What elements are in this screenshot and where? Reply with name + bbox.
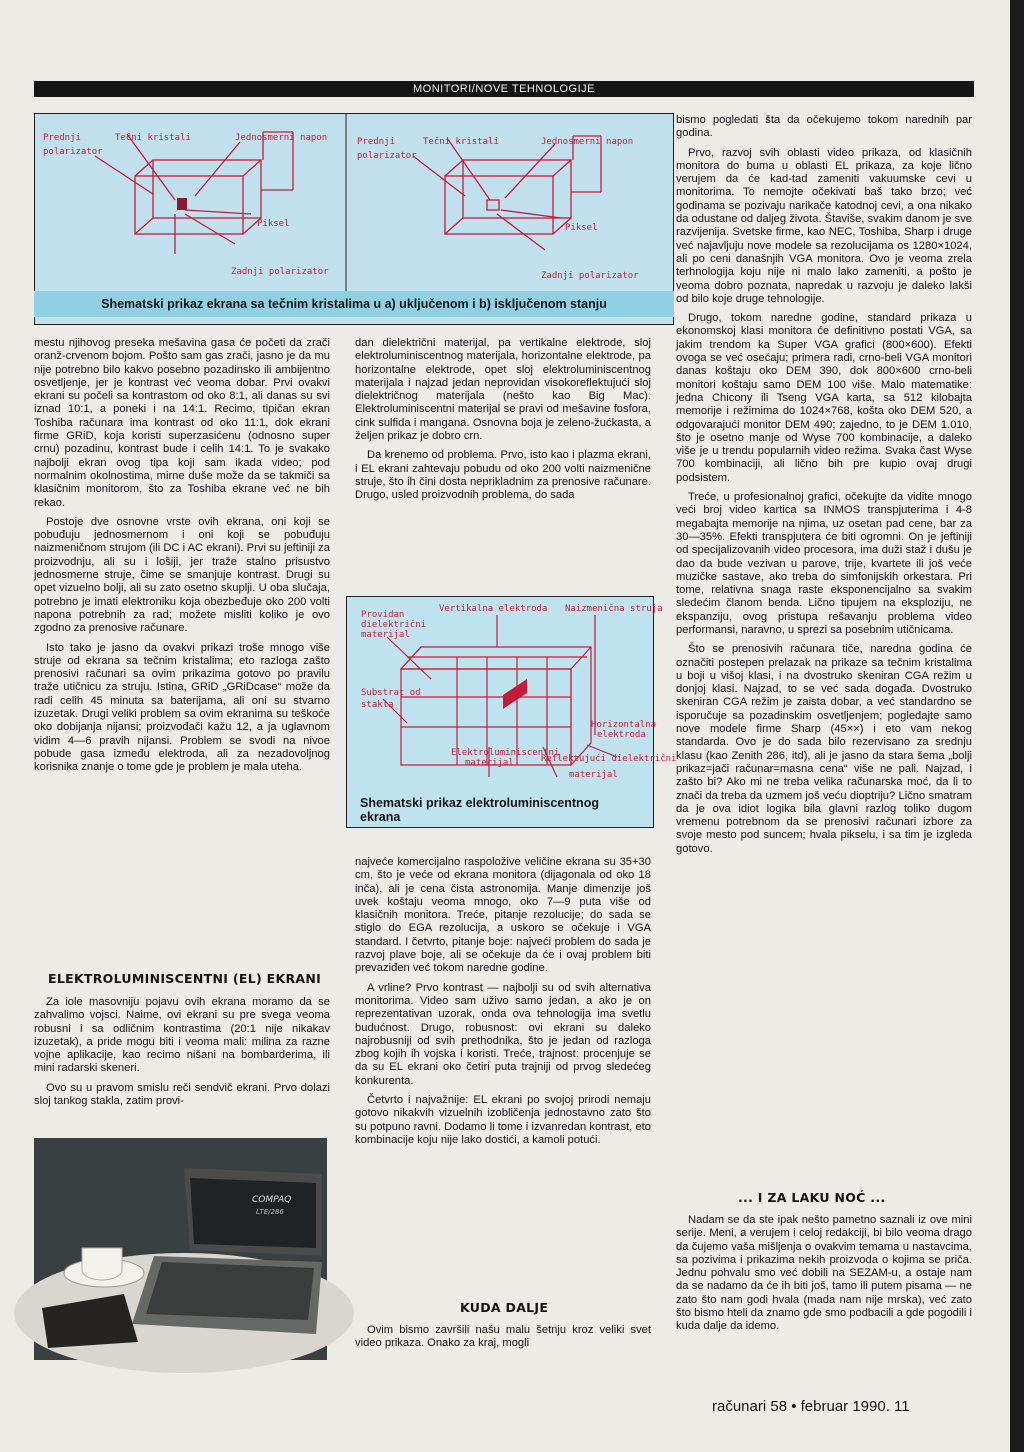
- label-horizontal-electrode-2: elektroda: [597, 730, 646, 740]
- paragraph: Postoje dve osnovne vrste ovih ekrana, oni koji se pobuđuju jednosmernom i oni koji se pobuđuju naizmeničnom strujom (ili DC i AC ekrani). Prvi su jeftiniji za proizvodnju, ali su i lošiji, jer traže stalno prisustvo jednosmerne struje, čime se smanjuje kontrast. Drugi su opet vizuelno bolji, ali su zato osetno skuplji. U oba slučaja, potrebno je imati elektroniku koja obezbeđuje oko 200 volti napona potrebnih za rad; možete misliti koliko je ovo zgodno za prenosive računare.: [34, 515, 330, 635]
- column-1-bottom: [34, 996, 330, 1114]
- label-front-polarizer-b: Prednji: [357, 137, 395, 147]
- paragraph: Nadam se da ste ipak nešto pametno saznali iz ove mini serije. Meni, a verujem i celoj redakciji, bi bilo veoma drago da čujemo vaša mišljenja o ovakvim temama u nastavcima, sa pozivima i prikazima nekih proizvoda o kojima se priča. Jednu pohvalu smo već dobili na SEZAM-u, a ostaje nam da se nadamo da će ih biti još, tamo ili putem pisama — ne zato što nam godi hvala (mada nam nije mrska), već zato što bismo hteli da znamo gde smo podbacili a gde pogodili i kuda dalje da idemo.: [676, 1214, 972, 1333]
- column-2: [355, 337, 651, 509]
- paragraph: Isto tako je jasno da ovakvi prikazi troše mnogo više struje od ekrana sa tečnim kristalima; eto razloga zašto prenosivi računari sa ovim prikazima gotovo po pravilu traže utičnicu za struju. Istina, GRiD „GRiDcase“ može da radi celih 45 minuta sa baterijama, ali oni su stvarno izuzetak. Drugi veliki problem sa ovim ekranima su teškoće oko dobijanja nijansi; proizvođači kažu 12, a ja uglavnom vidim 4—6 pravih nijansi. Problem se svodi na nivoe pobude gasa između elektroda, ali za nezadovoljnog korisnika znanje o tome gde je problem je mala uteha.: [34, 641, 330, 774]
- section-header: MONITORI/NOVE TEHNOLOGIJE: [34, 81, 974, 97]
- column-3-end: [676, 1214, 972, 1340]
- page-footer: računari 58 • februar 1990. 11: [712, 1398, 910, 1415]
- el-diagram: [346, 596, 677, 828]
- paragraph: Drugo, tokom naredne godine, standard prikaza u ekonomskoj klasi monitora će definitivno postati VGA, sa jakim trendom ka Super VGA grafici (800×600). Efekti ovoga se već osećaju; primera radi, crno-beli VGA monitori danas koštaju oko DEM 390, dok 800×600 crno-beli monitori koštaju samo DEM 100 više. Malo matematike: jedna Chicony ili Tseng VGA karta, sa 512 kilobajta memorije i režimima do 1024×768, košta oko DEM 520, a odgovarajući monitor DEM 490; zajedno, to je DEM 1.010, što je osetno manje od Wyse 700 kombinacije, a daleko više je u trendu popularnih video režima. Svaka čast Wyse 700 kombinaciji, ali lično bih pre kupio ovaj drugi podsistem.: [676, 312, 972, 484]
- label-glass-substrate-1: Substrat od: [361, 688, 421, 698]
- heading-kuda-dalje: KUDA DALJE: [460, 1300, 549, 1315]
- label-el-material-1: Elektroluminiscentni: [451, 748, 560, 758]
- paragraph: Ovo su u pravom smislu reči sendvič ekrani. Prvo dolazi sloj tankog stakla, zatim provi-: [34, 1081, 330, 1108]
- paragraph: Što se prenosivih računara tiče, naredna godina će označiti postepen prelazak na prikaze sa tečnim kristalima u boji u višoj klasi, i na dvostruko skeniran CGA režim u donjoj klasi. Najzad, to se već sada događa. Dvostruko skeniran CGA režim je zaista dobar, a već standardno se isporučuje sa pozadinskim osvetljenjem; pogledajte samo nove modele firme Sharp (45××) i eto vam nekog standarda. Ovo je do sada bilo rezervisano za srednju klasu (kao Zenith 286, itd), ali je jasno da stara šema „bolji prikaz=jači računar=masna cena“ više ne pali. Najzad, i zašto bi? Ako mi ne treba velika računarska moć, da li to znači da treba da uzmem još veću dioptriju? Lično smatram da je ova idiot logika bila glavni razlog toliko dugom vremenu potrebnom da se prenosivi računari izbore za svoje mesto pod suncem; hvala pikselu, i sa tim je izgleda gotovo.: [676, 643, 972, 855]
- label-rear-polarizer-a: Zadnji polarizator: [231, 267, 329, 277]
- paragraph: bismo pogledati šta da očekujemo tokom narednih par godina.: [676, 114, 972, 140]
- paragraph: Ovim bismo završili našu malu šetnju kroz veliki svet video prikaza. Onako za kraj, mogli: [355, 1324, 651, 1350]
- page-edge: [1010, 0, 1024, 1452]
- label-front-polarizer-a2: polarizator: [43, 147, 103, 157]
- heading-good-night: ... I ZA LAKU NOĆ ...: [738, 1190, 886, 1205]
- paragraph: Treće, u profesionalnoj grafici, očekujte da vidite mnogo veći broj video kartica sa INMOS transpjuterima i 4-8 megabajta memorije na njima, uz osetan pad cene, bar za 30—35%. Efekti transpjutera će biti ogromni. On je jeftiniji od specijalizovanih video procesora, ima duži staž i dušu je dao da bude vezivan u parove, trije, kvartete ili još veće muzičke sastave, ako treba do simfonijskih orkestara. Pri tome, relativna snaga raste eksponencijalno sa svakim sledećim članom benda. Lično tipujem na eksploziju, ne ekspanziju, ovog pristupa rešavanju problema video performansi, naravno, u sprezi sa posebnim utičnicama.: [676, 491, 972, 636]
- label-vertical-electrode: Vertikalna elektroda: [439, 604, 548, 614]
- label-ac-current: Naizmenična struja: [565, 604, 663, 614]
- paragraph: dan dielektrični materijal, pa vertikalne elektrode, sloj elektroluminiscentnog materijala, horizontalne elektrode, pa horizontalne elektrode, opet sloj elektroluminiscentnog materijala i najzad jedan neprovidan visokoreflektujući sloj dielektričnog materijala (nešto kao Big Mac). Elektroluminiscentni materijal se pravi od mešavine fosfora, cink sulfida i mangana. Osnovna boja je zeleno-žućkasta, a željen prikaz je dobro crn.: [355, 337, 651, 443]
- el-figure-caption: Shematski prikaz elektroluminiscentnog ekrana: [360, 796, 599, 824]
- heading-el-displays: ELEKTROLUMINISCENTNI (EL) EKRANI: [48, 971, 322, 986]
- lcd-figure-caption: Shematski prikaz ekrana sa tečnim kristalima u a) uključenom i b) isključenom stanju: [34, 291, 674, 317]
- paragraph: Prvo, razvoj svih oblasti video prikaza, od klasičnih monitora do buma u oblasti EL prikaza, za koje lično verujem da će kad-tad zameniti vakuumske cevi u monitorima. To nemojte očekivati baš tako brzo; već godinama se pozivaju narikače katodnoj cevi, a ona nikako da odustane od daljeg života. Štaviše, svakim danom je sve razvijenija. Svetske firme, kao NEC, Toshiba, Sharp i druge već najavljuju nove modele sa rezolucijama os 1280×1024, ali po ceni današnjih VGA monitora. Ovo je veoma zrela terhnologija koju nije ni malo lako zameniti, a pošto je veoma dobro poznata, napredak u razvoju je daleko lakši od bilo koje druge tehnologije.: [676, 146, 973, 305]
- paragraph: Četvrto i najvažnije: EL ekrani po svojoj prirodi nemaju gotovo nikakvih vizuelnih izobličenja jednostavno zato što su potpuno ravni. Dodamo li tome i izvanredan kontrast, eto kombinacije koju nije lako dostići, a kamoli potući.: [355, 1094, 651, 1146]
- paragraph: Da krenemo od problema. Prvo, isto kao i plazma ekrani, i EL ekrani zahtevaju pobudu od oko 200 volti naizmenične struje, što ih čini dosta neprikladnim za prenosive računare. Drugo, usled proizvodnih problema, do sada: [355, 449, 651, 502]
- label-transparent-dielectric-1: Providan: [361, 610, 405, 620]
- label-reflective-dielectric-2: materijal: [569, 770, 618, 780]
- laptop-model: LTE/286: [256, 1208, 284, 1216]
- label-pixel-b: Piksel: [565, 223, 598, 233]
- column-3: [676, 114, 972, 862]
- label-transparent-dielectric-3: materijal: [361, 630, 410, 640]
- paragraph: A vrline? Prvo kontrast — najbolji su od svih alternativa monitorima. Video sam uživo samo jedan, a ako je on reprezentativan uzorak, onda ova tehnologija ima svetlu budućnost. Drugo, robusnost: ovi ekrani su daleko najrobusniji od svih prethodnika, što je jedan od razloga zbog kojih ih vojska i koristi. Treće, trajnost: procenjuje se da su EL ekrani oko četiri puta trajniji od prvog sledećeg konkurenta.: [355, 981, 651, 1087]
- pixel-on: [177, 198, 187, 210]
- lcd-panel-on: [95, 132, 293, 254]
- paragraph: najveće komercijalno raspoložive veličine ekrana su 35+30 cm, što je veće od ekrana monitora (dijagonala od oko 18 inča), ali je cena čista astronomija. Manje dimenzije još uvek koštaju veoma mnogo, oko 7—9 puta više od klasičnih monitora. Treće, pitanje rezolucije; do sada se stiglo do EGA rezolucija, a uskoro se očekuje i VGA standard. I četvrto, pitanje boje: najveći problem do sada je razvoj plave boje, ali se očekuje da će i ovaj problem biti prevaziđen već tokom naredne godine.: [355, 856, 651, 975]
- label-pixel-a: Piksel: [257, 219, 290, 229]
- label-rear-polarizer-b: Zadnji polarizator: [541, 271, 639, 281]
- paragraph: Za iole masovniju pojavu ovih ekrana moramo da se zahvalimo vojsci. Naime, ovi ekrani su pre svega veoma robusni i sa odličnim kontrastima (20:1 nije nikakav izuzetak), a pride mogu biti i veoma mali: milina za razne vojne aplikacije, kao recimo nišani na bombarderima, ili mini radarski skeneri.: [34, 996, 330, 1075]
- column-2-bottom: [355, 856, 651, 1153]
- label-transparent-dielectric-2: dielektrični: [361, 620, 427, 630]
- label-front-polarizer-b2: polarizator: [357, 151, 417, 161]
- label-horizontal-electrode-1: Horizontalna: [591, 720, 657, 730]
- label-liquid-crystals-b: Tečni kristali: [423, 137, 499, 147]
- column-1: [34, 337, 330, 781]
- paragraph: mestu njihovog preseka mešavina gasa će početi da zrači oranž-crvenom bojom. Pošto sam gas zrači, jasno je da mu nije potrebno bilo kakvo posebno pozadinsko ili ambijentno osvetljenje, jer je kontrast već veoma dobar. Prvi ovakvi ekrani su počeli sa kontrastom od oko 8:1, ali danas su svi iznad 10:1, a poneki i na 14:1. Recimo, tipičan ekran Toshiba računara ima kontrast od oko 11:1, dok ekrani firme GRiD, koja koristi superzasićenu (odnosno super crnu) pozadinu, kontrast bude i celih 14:1. To je svakako najbolji ekran ovog tipa koji sam ikada video; pod normalnim okolnostima, mirne duše može da se takmiči sa klasičnim monitorom, što za Toshiba ekrane već ne bih rekao.: [34, 337, 330, 509]
- column-2-end: [355, 1324, 651, 1357]
- label-dc-voltage-b: Jednosmerni napon: [541, 137, 634, 147]
- label-liquid-crystals-a: Tečni kristali: [115, 133, 191, 143]
- label-front-polarizer-a: Prednji: [43, 133, 81, 143]
- laptop-brand: COMPAQ: [252, 1195, 292, 1205]
- label-dc-voltage-a: Jednosmerni napon: [235, 133, 328, 143]
- laptop-photo: [34, 1138, 327, 1360]
- label-glass-substrate-2: stakla: [361, 700, 394, 710]
- label-el-material-2: materijal: [465, 758, 514, 768]
- label-reflective-dielectric-1: Reflektujući dielektrični: [541, 754, 677, 764]
